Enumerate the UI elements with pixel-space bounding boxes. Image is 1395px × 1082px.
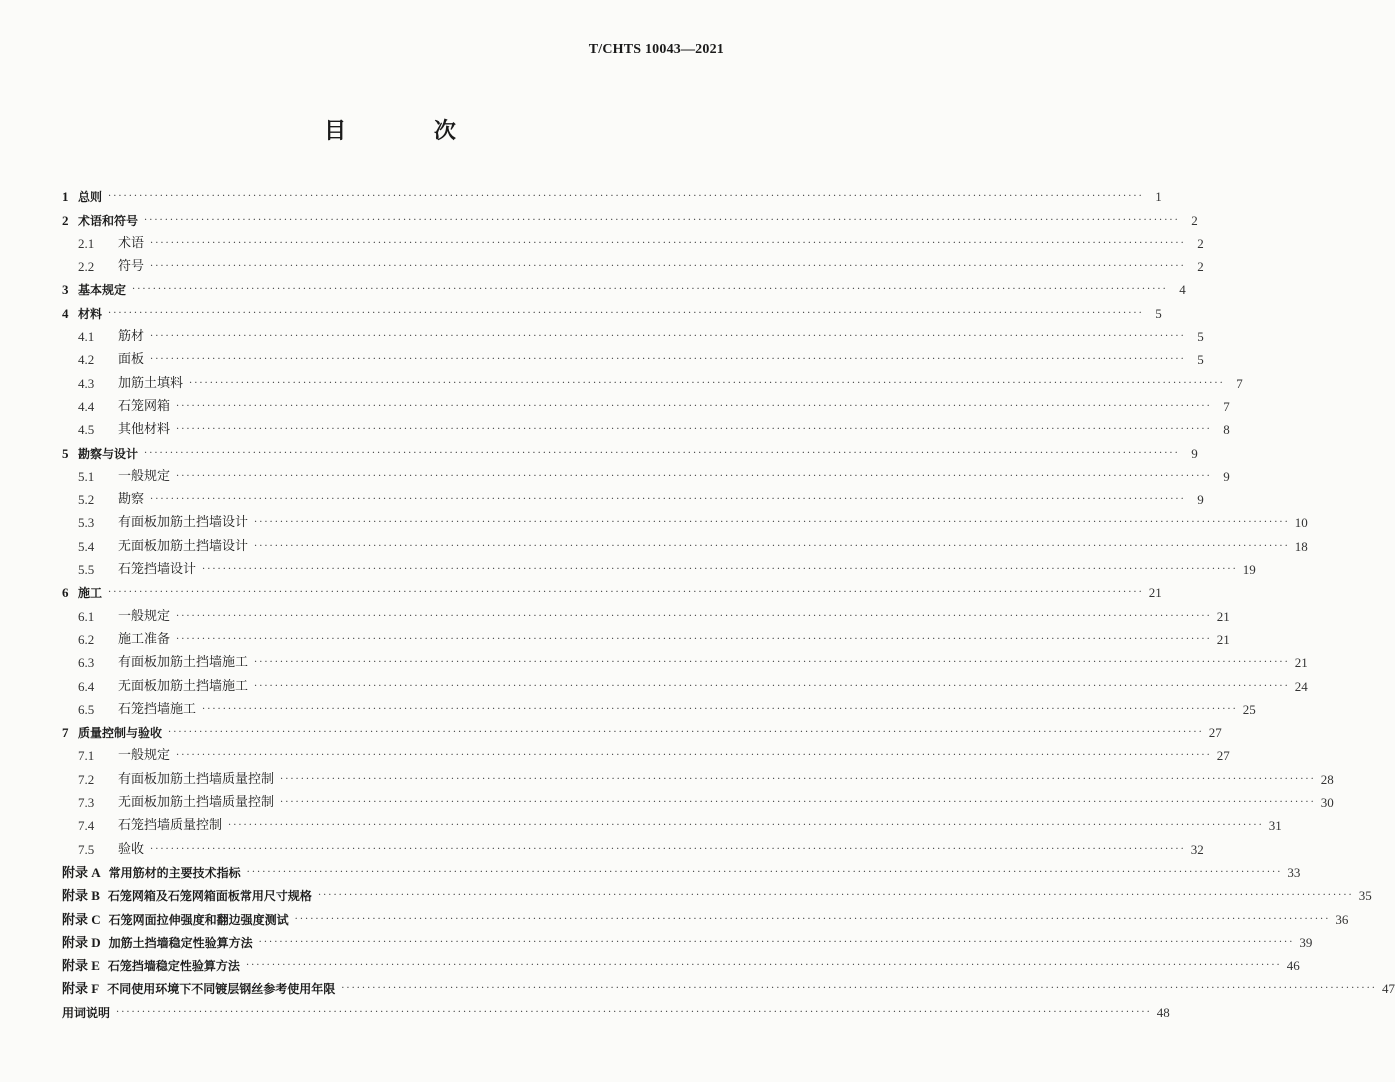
toc-entry-number: 5.2 [78,492,95,508]
toc-entry-page: 39 [1299,934,1313,950]
toc-leader-dots: ········································································································································································································ [144,447,1180,459]
toc-entry-number: 7.3 [78,795,95,811]
toc-leader-dots: ········································································································································································································ [150,261,1186,273]
toc-leader-dots: ········································································································································································································ [294,913,1331,925]
toc-entry[interactable] [62,788,1334,811]
toc-entry-number: 附录 D [62,934,101,950]
toc-entry-page: 27 [1208,725,1222,741]
toc-entry-number: 1 [62,189,69,205]
toc-leader-dots: ········································································································································································································ [108,307,1144,319]
toc-entry[interactable] [62,648,1308,671]
toc-leader-dots: ········································································································································································································ [341,983,1377,995]
toc-entry-title: 验收 [118,841,145,857]
toc-entry-title: 加筋土挡墙稳定性验算方法 [108,935,253,950]
toc-entry-page: 7 [1223,398,1230,414]
toc-entry[interactable] [62,741,1230,764]
toc-entry-page: 35 [1358,888,1372,904]
toc-entry-title: 一般规定 [118,468,171,484]
toc-entry-title: 一般规定 [118,748,171,764]
toc-entry-title: 术语和符号 [78,213,139,228]
toc-leader-dots: ········································································································································································································ [317,890,1354,902]
toc-entry[interactable] [62,881,1372,904]
toc-entry-title: 有面板加筋土挡墙设计 [118,515,249,531]
toc-entry-title: 用词说明 [62,1005,111,1020]
toc-entry-number: 7.4 [78,818,95,834]
toc-entry[interactable] [62,415,1230,438]
toc-entry-title: 总则 [78,190,103,205]
toc-entry-page: 5 [1155,305,1162,321]
toc-entry-title: 常用筋材的主要技术指标 [108,865,241,880]
toc-entry-page: 24 [1294,678,1308,694]
toc-entry[interactable] [62,764,1334,787]
toc-entry-title: 一般规定 [118,608,171,624]
toc-entry-title: 术语 [118,235,145,251]
toc-leader-dots: ········································································································································································································ [254,680,1290,692]
toc-leader-dots: ········································································································································································································ [189,377,1225,389]
toc-entry-number: 6 [62,585,69,601]
toc-entry[interactable] [62,462,1230,485]
toc-entry-title: 符号 [118,259,145,275]
toc-entry[interactable] [62,485,1204,508]
toc-leader-dots: ········································································································································································································ [254,657,1290,669]
toc-entry-number: 6.5 [78,701,95,717]
toc-entry[interactable] [62,601,1230,624]
toc-entry[interactable] [62,345,1204,368]
toc-entry-page: 21 [1148,585,1162,601]
toc-entry-number: 附录 E [62,958,100,974]
toc-entry-number: 5.3 [78,515,95,531]
toc-entry[interactable] [62,205,1198,228]
toc-entry-title: 石笼网箱 [118,398,171,414]
toc-entry-title: 无面板加筋土挡墙施工 [118,678,249,694]
toc-leader-dots: ········································································································································································································ [150,331,1186,343]
toc-entry-number: 附录 C [62,911,101,927]
toc-leader-dots: ········································································································································································································ [202,564,1238,576]
toc-entry[interactable] [62,531,1308,554]
page-title: 目 次 [324,118,496,144]
toc-leader-dots: ········································································································································································································ [245,960,1282,972]
toc-entry-title: 施工准备 [118,631,171,647]
toc-entry-number: 6.1 [78,608,95,624]
toc-entry[interactable] [62,928,1313,951]
toc-entry-title: 石笼挡墙稳定性验算方法 [107,959,240,974]
toc-entry-page: 19 [1242,562,1256,578]
toc-entry-page: 2 [1197,235,1204,251]
toc-entry-number: 2.1 [78,235,95,251]
toc-leader-dots: ········································································································································································································ [176,610,1212,622]
toc-entry-page: 8 [1223,422,1230,438]
toc-leader-dots: ········································································································································································································ [108,587,1144,599]
toc-entry-page: 31 [1268,818,1282,834]
toc-entry-title: 其他材料 [118,422,171,438]
toc-entry-number: 3 [62,282,69,298]
toc-leader-dots: ········································································································································································································ [280,797,1316,809]
toc-entry[interactable] [62,438,1198,461]
toc-entry[interactable] [62,951,1300,974]
toc-entry-number: 附录 B [62,888,100,904]
toc-entry-page: 47 [1381,981,1395,997]
toc-entry-number: 5.4 [78,538,95,554]
toc-leader-dots: ········································································································································································································ [228,820,1264,832]
toc-entry-page: 10 [1294,515,1308,531]
toc-entry[interactable] [62,811,1282,834]
toc-entry-page: 21 [1216,631,1230,647]
toc-entry-number: 4.4 [78,398,95,414]
toc-entry-page: 5 [1197,352,1204,368]
toc-entry[interactable] [62,322,1204,345]
toc-entry-page: 18 [1294,538,1308,554]
toc-entry-page: 46 [1286,958,1300,974]
toc-leader-dots: ········································································································································································································ [116,1006,1152,1018]
toc-leader-dots: ········································································································································································································ [144,214,1180,226]
toc-entry-number: 2.2 [78,259,95,275]
toc-leader-dots: ········································································································································································································ [202,703,1238,715]
toc-leader-dots: ········································································································································································································ [150,237,1186,249]
toc-entry-number: 2 [62,212,69,228]
toc-leader-dots: ········································································································································································································ [132,284,1168,296]
toc-entry[interactable] [62,182,1162,205]
toc-entry-number: 5.5 [78,562,95,578]
toc-entry-number: 4.3 [78,375,95,391]
toc-entry[interactable] [62,904,1349,927]
toc-entry-title: 石笼挡墙质量控制 [118,818,223,834]
toc-entry[interactable] [62,834,1204,857]
toc-entry-page: 7 [1236,375,1243,391]
toc-entry[interactable] [62,229,1204,252]
toc-leader-dots: ········································································································································································································ [176,400,1212,412]
toc-entry-title: 石笼网箱及石笼网箱面板常用尺寸规格 [107,889,312,904]
toc-entry-page: 36 [1335,911,1349,927]
toc-entry-title: 无面板加筋土挡墙设计 [118,538,249,554]
toc-entry-title: 加筋土填料 [118,375,184,391]
toc-entry-page: 4 [1179,282,1186,298]
toc-entry-page: 1 [1155,189,1162,205]
toc-entry-number: 4 [62,305,69,321]
toc-leader-dots: ········································································································································································································ [176,750,1212,762]
toc-leader-dots: ········································································································································································································ [176,470,1212,482]
toc-leader-dots: ········································································································································································································ [254,540,1290,552]
toc-entry-number: 7 [62,725,69,741]
toc-leader-dots: ········································································································································································································ [150,354,1186,366]
toc-entry[interactable] [62,625,1230,648]
toc-entry-page: 5 [1197,329,1204,345]
toc-entry-number: 6.2 [78,631,95,647]
toc-entry[interactable] [62,508,1308,531]
toc-entry-page: 9 [1223,468,1230,484]
toc-entry-number: 附录 F [62,981,100,997]
toc-entry-page: 48 [1156,1004,1170,1020]
toc-leader-dots: ········································································································································································································ [254,517,1290,529]
toc-entry-number: 4.2 [78,352,95,368]
toc-entry-title: 施工 [78,586,103,601]
toc-entry-title: 质量控制与验收 [78,726,163,741]
toc-entry[interactable] [62,578,1162,601]
toc-entry-number: 6.3 [78,655,95,671]
toc-entry-page: 33 [1287,864,1301,880]
toc-leader-dots: ········································································································································································································ [258,936,1295,948]
toc-entry[interactable] [62,275,1186,298]
toc-entry-page: 2 [1197,259,1204,275]
toc-leader-dots: ········································································································································································································ [176,633,1212,645]
document-code: T/CHTS 10043—2021 [588,42,724,57]
toc-entry[interactable] [62,555,1256,578]
toc-entry-title: 不同使用环境下不同镀层钢丝参考使用年限 [107,982,336,997]
toc-entry-title: 石笼挡墙设计 [118,562,197,578]
toc-entry-title: 材料 [78,306,103,321]
toc-entry-page: 27 [1216,748,1230,764]
toc-entry-number: 7.2 [78,771,95,787]
toc-leader-dots: ········································································································································································································ [176,424,1212,436]
toc-entry-title: 有面板加筋土挡墙施工 [118,655,249,671]
toc-leader-dots: ········································································································································································································ [280,773,1316,785]
toc-entry-number: 6.4 [78,678,95,694]
toc-entry-number: 附录 A [62,864,101,880]
toc-entry-page: 9 [1197,492,1204,508]
toc-entry[interactable] [62,974,1395,997]
toc-entry-title: 勘察 [118,492,145,508]
toc-entry[interactable] [62,695,1256,718]
toc-entry-title: 勘察与设计 [78,446,139,461]
toc-entry-page: 9 [1191,445,1198,461]
toc-entry-title: 基本规定 [78,283,127,298]
toc-entry-title: 无面板加筋土挡墙质量控制 [118,795,275,811]
toc-entry-page: 30 [1320,795,1334,811]
toc-entry-number: 4.5 [78,422,95,438]
table-of-contents [62,182,1395,1021]
toc-entry-page: 25 [1242,701,1256,717]
toc-entry-page: 28 [1320,771,1334,787]
toc-leader-dots: ········································································································································································································ [168,727,1204,739]
toc-entry[interactable] [62,298,1162,321]
toc-entry-page: 21 [1294,655,1308,671]
toc-entry[interactable] [62,997,1170,1020]
toc-entry-number: 4.1 [78,329,95,345]
toc-entry-page: 21 [1216,608,1230,624]
toc-entry-number: 7.1 [78,748,95,764]
toc-entry-title: 面板 [118,352,145,368]
toc-entry[interactable] [62,252,1204,275]
toc-leader-dots: ········································································································································································································ [108,191,1144,203]
toc-leader-dots: ········································································································································································································ [150,843,1186,855]
toc-leader-dots: ········································································································································································································ [246,866,1283,878]
toc-entry-page: 32 [1190,841,1204,857]
toc-entry[interactable] [62,718,1222,741]
toc-entry-number: 7.5 [78,841,95,857]
toc-entry[interactable] [62,858,1301,881]
toc-entry[interactable] [62,671,1308,694]
toc-entry-title: 筋材 [118,329,145,345]
toc-entry[interactable] [62,368,1243,391]
toc-entry-page: 2 [1191,212,1198,228]
toc-leader-dots: ········································································································································································································ [150,494,1186,506]
toc-entry-title: 有面板加筋土挡墙质量控制 [118,771,275,787]
toc-entry-number: 5 [62,445,69,461]
toc-entry-number: 5.1 [78,468,95,484]
toc-entry[interactable] [62,392,1230,415]
toc-entry-title: 石笼网面拉伸强度和翻边强度测试 [108,912,289,927]
toc-entry-title: 石笼挡墙施工 [118,701,197,717]
